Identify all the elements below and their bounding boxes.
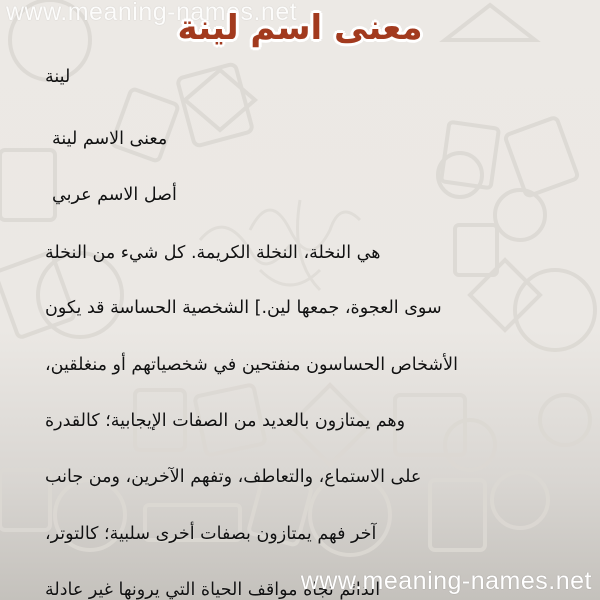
description-line: على الاستماع، والتعاطف، وتفهم الآخرين، ومن جانب	[45, 467, 422, 487]
watermark-bottom: www.meaning-names.net	[300, 567, 592, 595]
watermark-top: www.meaning-names.net	[6, 0, 298, 26]
name-origin: أصل الاسم عربي	[52, 185, 177, 205]
description-line: الدائم تجاه مواقف الحياة التي يرونها غير عادلة	[45, 580, 381, 600]
description-line: آخر فهم يمتازون بصفات أخرى سلبية؛ كالتوتر،	[45, 524, 377, 544]
description-line: هي النخلة، النخلة الكريمة. كل شيء من النخلة	[45, 243, 381, 263]
page-title: معنى اسم لينة	[177, 8, 423, 48]
name-label: لينة	[45, 67, 71, 87]
description-line: الأشخاص الحساسون منفتحين في شخصياتهم أو منغلقين،	[45, 355, 458, 375]
description-line: وهم يمتازون بالعديد من الصفات الإيجابية؛ كالقدرة	[45, 411, 406, 431]
name-meaning-heading: معنى الاسم لينة	[52, 129, 168, 149]
description-line: سوى العجوة، جمعها لين.] الشخصية الحساسة قد يكون	[45, 298, 442, 318]
